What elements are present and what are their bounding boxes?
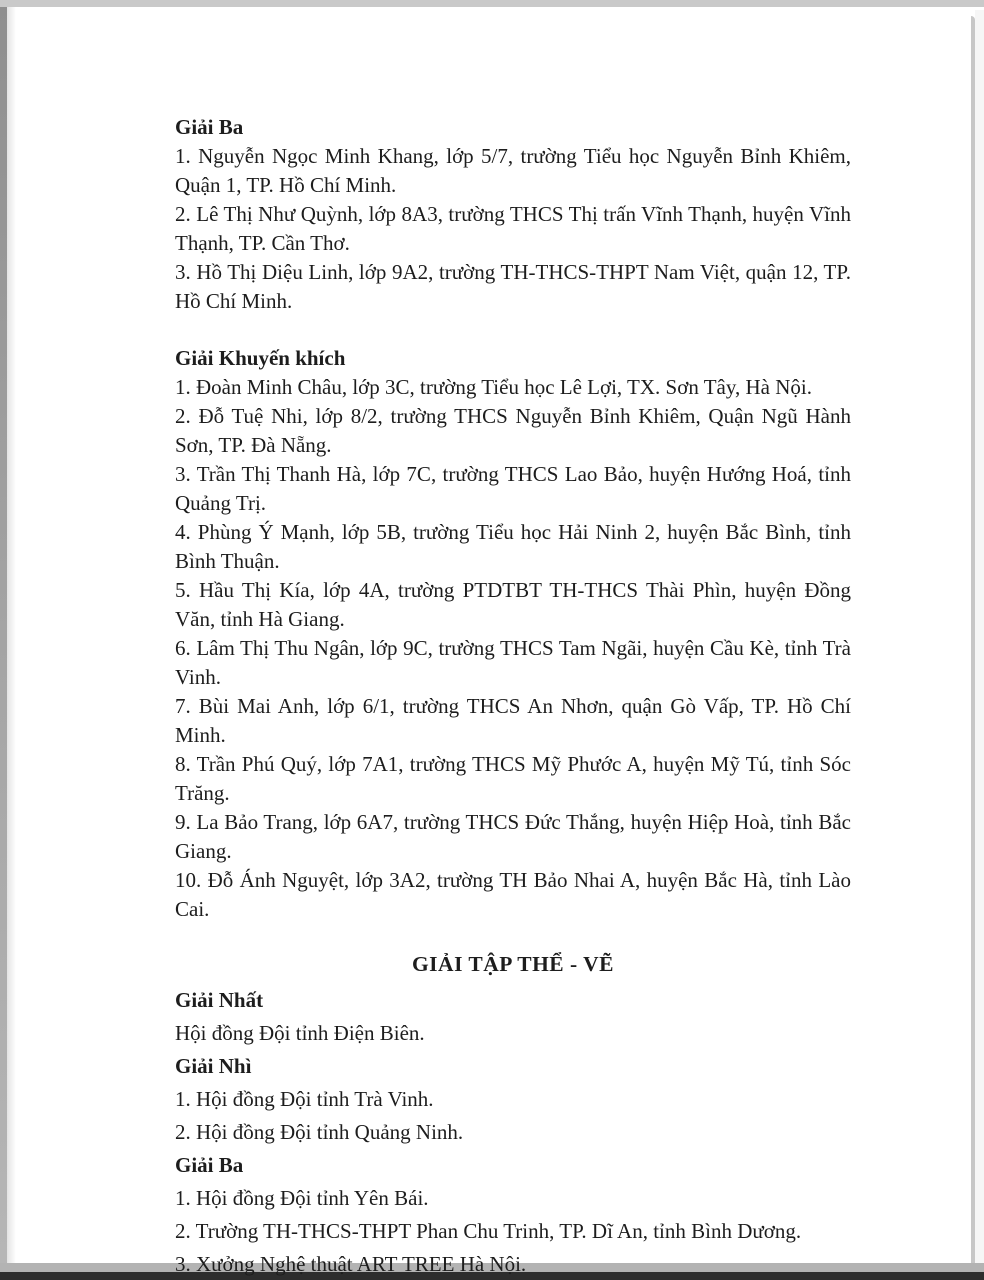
page-edge-right-shadow [975, 10, 984, 1264]
award-item: 9. La Bảo Trang, lớp 6A7, trường THCS Đức Thắng, huyện Hiệp Hoà, tỉnh Bắc Giang. [175, 810, 851, 863]
section-heading-first-prize: Giải Nhất [175, 988, 264, 1012]
section-heading-second-prize: Giải Nhì [175, 1054, 252, 1078]
award-item: 8. Trần Phú Quý, lớp 7A1, trường THCS Mỹ Phước A, huyện Mỹ Tú, tỉnh Sóc Trăng. [175, 752, 851, 805]
award-item: 3. Hồ Thị Diệu Linh, lớp 9A2, trường TH-THCS-THPT Nam Việt, quận 12, TP. Hồ Chí Minh. [175, 260, 851, 313]
award-item: 6. Lâm Thị Thu Ngân, lớp 9C, trường THCS Tam Ngãi, huyện Cầu Kè, tỉnh Trà Vinh. [175, 636, 851, 689]
page-edge-top [0, 0, 984, 7]
award-item: 3. Xưởng Nghệ thuật ART TREE Hà Nội. [175, 1252, 527, 1276]
award-item: 1. Hội đồng Đội tỉnh Yên Bái. [175, 1186, 429, 1210]
award-item: Hội đồng Đội tỉnh Điện Biên. [175, 1021, 425, 1045]
award-item: 2. Trường TH-THCS-THPT Phan Chu Trinh, TP. Dĩ An, tỉnh Bình Dương. [175, 1219, 802, 1243]
award-item: 1. Hội đồng Đội tỉnh Trà Vinh. [175, 1087, 434, 1111]
award-item: 7. Bùi Mai Anh, lớp 6/1, trường THCS An Nhơn, quận Gò Vấp, TP. Hồ Chí Minh. [175, 694, 851, 747]
award-item: 1. Đoàn Minh Châu, lớp 3C, trường Tiểu học Lê Lợi, TX. Sơn Tây, Hà Nội. [175, 375, 812, 399]
document-content [175, 113, 851, 1280]
page-edge-right [971, 16, 975, 1264]
award-item: 3. Trần Thị Thanh Hà, lớp 7C, trường THCS Lao Bảo, huyện Hướng Hoá, tỉnh Quảng Trị. [175, 462, 851, 515]
section-heading-consolation-prize: Giải Khuyến khích [175, 346, 346, 370]
collective-section-title: GIẢI TẬP THỂ - VẼ [411, 952, 615, 976]
page-edge-left [0, 7, 7, 1263]
award-item: 2. Lê Thị Như Quỳnh, lớp 8A3, trường THCS Thị trấn Vĩnh Thạnh, huyện Vĩnh Thạnh, TP. Cần Thơ. [175, 202, 851, 255]
award-item: 2. Hội đồng Đội tỉnh Quảng Ninh. [175, 1120, 464, 1144]
award-item: 5. Hầu Thị Kía, lớp 4A, trường PTDTBT TH-THCS Thài Phìn, huyện Đồng Văn, tỉnh Hà Giang. [175, 578, 851, 631]
award-item: 4. Phùng Ý Mạnh, lớp 5B, trường Tiểu học Hải Ninh 2, huyện Bắc Bình, tỉnh Bình Thuận. [175, 520, 851, 573]
collective-section [175, 984, 851, 1280]
section-heading-collective-third-prize: Giải Ba [175, 1153, 244, 1177]
section-heading-third-prize: Giải Ba [175, 115, 244, 139]
award-item: 1. Nguyễn Ngọc Minh Khang, lớp 5/7, trường Tiểu học Nguyễn Bỉnh Khiêm, Quận 1, TP. Hồ Chí Minh. [175, 144, 851, 197]
award-item: 10. Đỗ Ánh Nguyệt, lớp 3A2, trường TH Bảo Nhai A, huyện Bắc Hà, tỉnh Lào Cai. [175, 868, 851, 921]
page-edge-left-shadow [7, 7, 16, 1263]
award-item: 2. Đỗ Tuệ Nhi, lớp 8/2, trường THCS Nguyễn Bỉnh Khiêm, Quận Ngũ Hành Sơn, TP. Đà Nẵng. [175, 404, 851, 457]
